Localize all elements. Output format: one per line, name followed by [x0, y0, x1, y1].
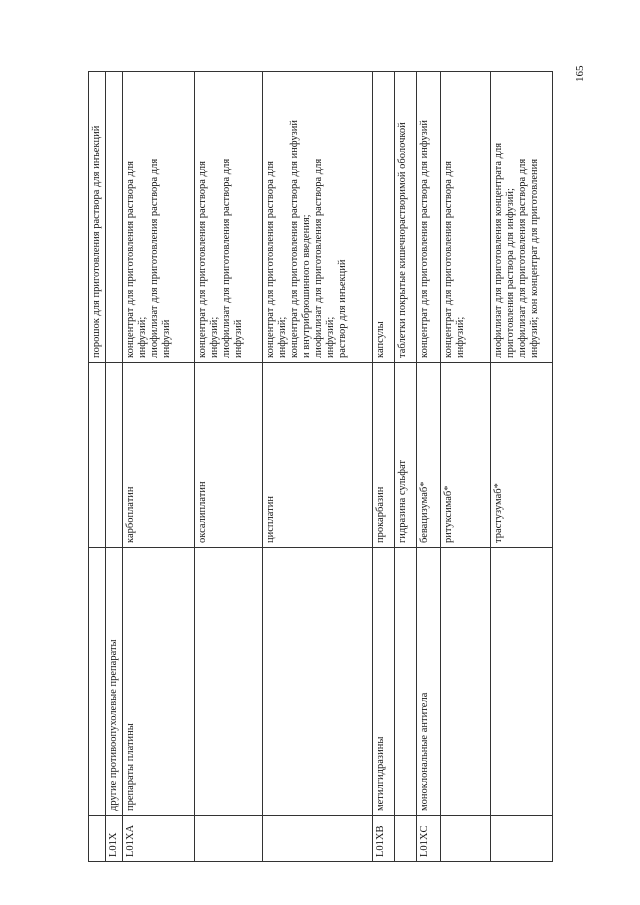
- drug-name-cell: цисплатин: [263, 363, 373, 548]
- dosage-forms-cell: [417, 72, 441, 363]
- dosage-form-line: лиофилизат для приготовления раствора для: [221, 158, 232, 358]
- drug-table-rotated: [88, 72, 581, 862]
- atc-code-cell: L01XA: [123, 816, 195, 862]
- dosage-form-line: капсулы: [375, 321, 386, 358]
- dosage-form-line: концентрат для приготовления раствора для: [197, 161, 208, 358]
- dosage-form-line: лиофилизат для приготовления раствора для: [149, 158, 160, 358]
- drug-name-cell: оксалиплатин: [195, 363, 263, 548]
- dosage-form-line: приготовления раствора для инфузий;: [505, 188, 516, 358]
- dosage-form-line: инфузий; кон концентрат для приготовления: [529, 158, 540, 358]
- dosage-form-line: концентрат для приготовления раствора для: [443, 161, 454, 358]
- group-cell: [395, 548, 417, 816]
- atc-code-cell: L01XB: [373, 816, 395, 862]
- drug-table: [88, 71, 553, 862]
- atc-code-cell: L01XC: [417, 816, 441, 862]
- group-cell: [195, 548, 263, 816]
- dosage-form-line: порошок для приготовления раствора для инъекций: [91, 125, 102, 358]
- group-cell: [89, 548, 106, 816]
- drug-name-cell: трастузумаб*: [491, 363, 553, 548]
- dosage-form-line: лиофилизат для приготовления раствора для: [517, 158, 528, 358]
- dosage-forms-cell: [106, 72, 123, 363]
- group-cell: [441, 548, 491, 816]
- dosage-forms-cell: [441, 72, 491, 363]
- group-cell: моноклональные антитела: [417, 548, 441, 816]
- group-cell: [491, 548, 553, 816]
- dosage-form-line: инфузий;: [325, 316, 336, 358]
- dosage-form-line: и внутрибрюшинного введения;: [301, 214, 312, 358]
- drug-name-cell: [89, 363, 106, 548]
- group-cell: другие противоопухолевые препараты: [106, 548, 123, 816]
- dosage-forms-cell: [373, 72, 395, 363]
- atc-code-cell: [195, 816, 263, 862]
- table-row: [89, 72, 106, 862]
- drug-name-cell: прокарбазин: [373, 363, 395, 548]
- atc-code-cell: [263, 816, 373, 862]
- dosage-form-line: концентрат для приготовления раствора для инфузий: [289, 120, 300, 358]
- dosage-forms-cell: [263, 72, 373, 363]
- drug-table-body: [89, 72, 553, 862]
- atc-code-cell: [395, 816, 417, 862]
- atc-code-cell: [441, 816, 491, 862]
- table-row: [417, 72, 441, 862]
- dosage-form-line: лиофилизат для приготовления концентрата для: [493, 142, 504, 358]
- dosage-form-line: инфузий: [233, 319, 244, 358]
- dosage-forms-cell: [195, 72, 263, 363]
- table-row: [195, 72, 263, 862]
- drug-name-cell: бевацизумаб*: [417, 363, 441, 548]
- dosage-form-line: инфузий: [161, 319, 172, 358]
- dosage-forms-cell: [491, 72, 553, 363]
- dosage-form-line: инфузий;: [209, 316, 220, 358]
- table-row: [441, 72, 491, 862]
- table-row: [106, 72, 123, 862]
- atc-code-cell: L01X: [106, 816, 123, 862]
- dosage-form-line: инфузий;: [455, 316, 466, 358]
- dosage-form-line: лиофилизат для приготовления раствора для: [313, 158, 324, 358]
- table-row: [123, 72, 195, 862]
- table-row: [263, 72, 373, 862]
- dosage-form-line: концентрат для приготовления раствора для: [265, 161, 276, 358]
- group-cell: препараты платины: [123, 548, 195, 816]
- table-row: [491, 72, 553, 862]
- group-cell: [263, 548, 373, 816]
- drug-name-cell: гидразина сульфат: [395, 363, 417, 548]
- dosage-form-line: инфузий;: [137, 316, 148, 358]
- drug-name-cell: [106, 363, 123, 548]
- dosage-forms-cell: [395, 72, 417, 363]
- dosage-form-line: концентрат для приготовления раствора для: [125, 161, 136, 358]
- table-row: [395, 72, 417, 862]
- drug-name-cell: карбоплатин: [123, 363, 195, 548]
- dosage-form-line: концентрат для приготовления раствора для инфузий: [419, 120, 430, 358]
- dosage-form-line: таблетки покрытые кишечнорастворимой оболочкой: [397, 122, 408, 358]
- dosage-form-line: инфузий;: [277, 316, 288, 358]
- page-number: 165: [574, 65, 586, 82]
- atc-code-cell: [89, 816, 106, 862]
- dosage-forms-cell: [89, 72, 106, 363]
- table-row: [373, 72, 395, 862]
- drug-name-cell: ритуксимаб*: [441, 363, 491, 548]
- atc-code-cell: [491, 816, 553, 862]
- group-cell: метилгидразины: [373, 548, 395, 816]
- dosage-form-line: раствор для инъекций: [337, 259, 348, 358]
- dosage-forms-cell: [123, 72, 195, 363]
